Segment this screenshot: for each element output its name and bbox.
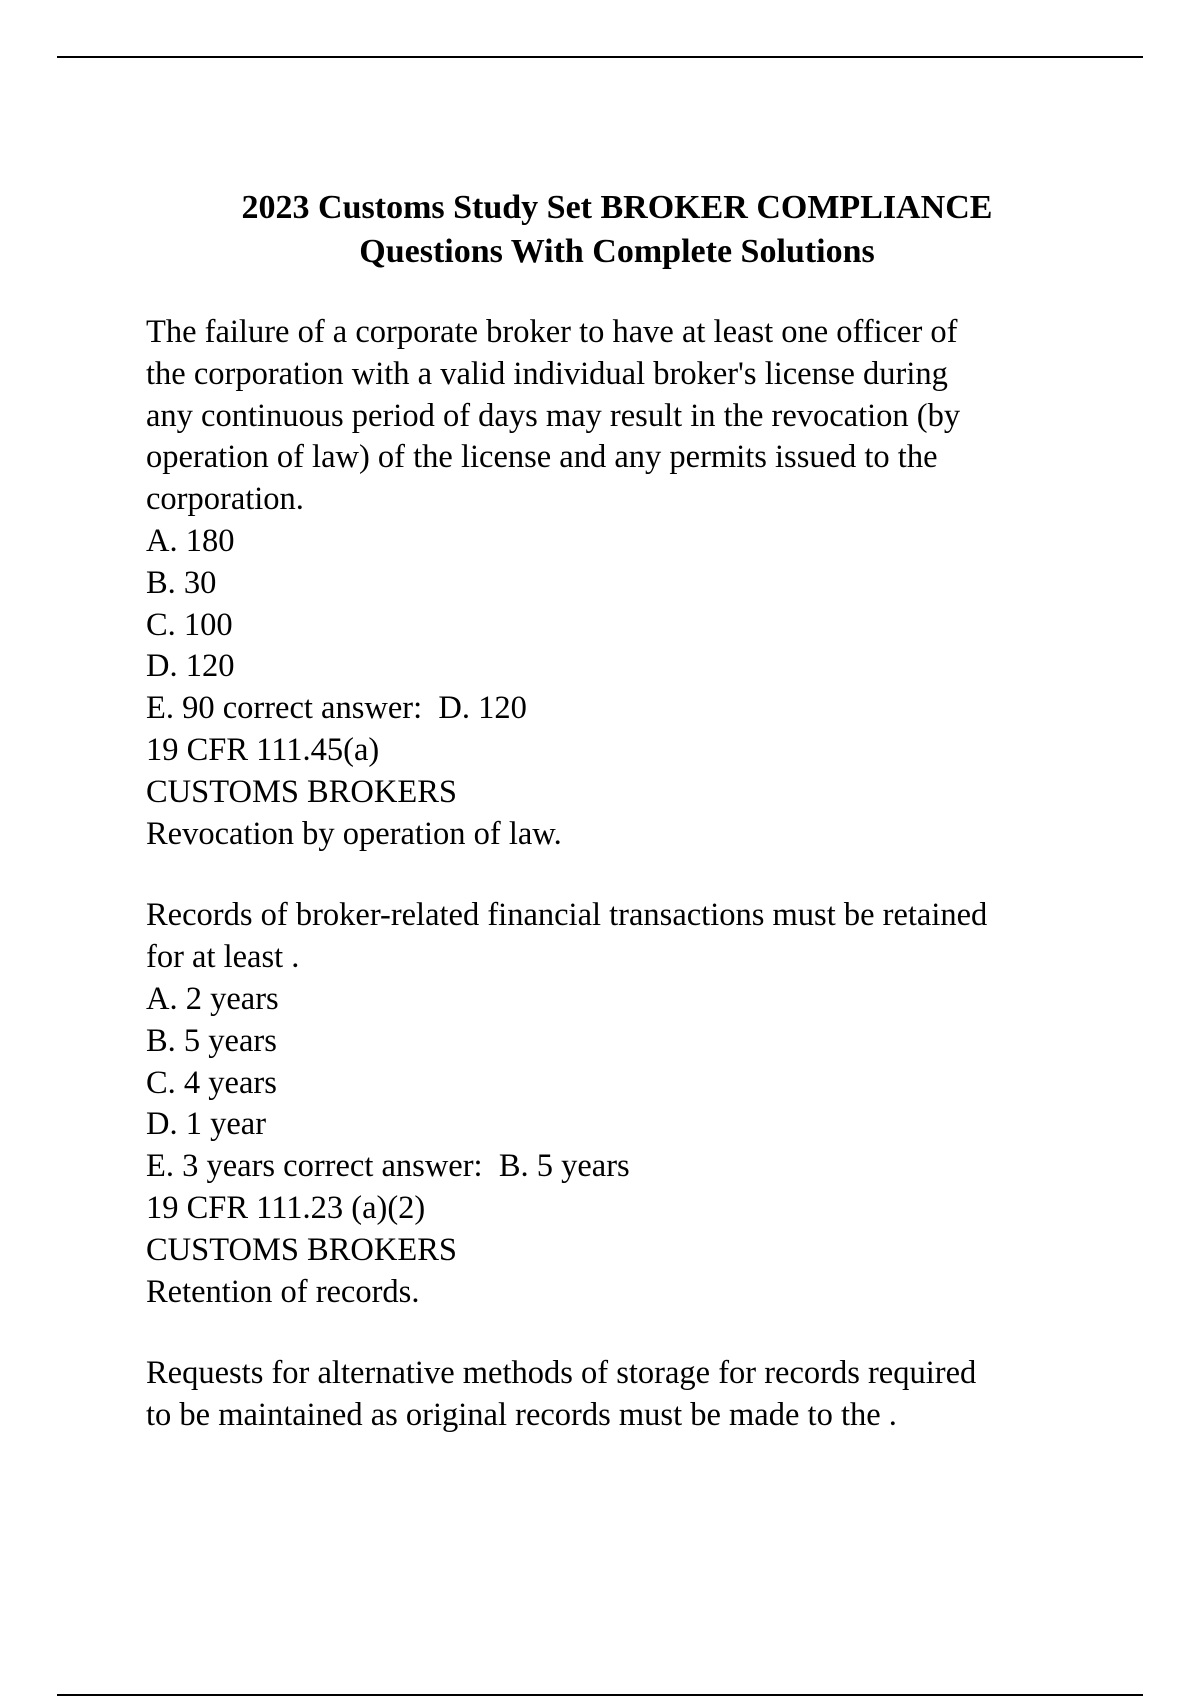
question-text-line: Records of broker-related financial transactions must be retained (146, 897, 988, 934)
question-1 (146, 312, 1156, 855)
question-text-line: for at least . (146, 939, 300, 976)
citation: 19 CFR 111.23 (a)(2) (146, 1189, 426, 1226)
document-body (146, 312, 1156, 1477)
question-3 (146, 1353, 1156, 1437)
answer-option: D. 1 year (146, 1106, 267, 1143)
question-text-line: Requests for alternative methods of storage for records required (146, 1355, 977, 1392)
answer-option: A. 180 (146, 522, 235, 559)
answer-option: C. 100 (146, 606, 233, 643)
question-text-line: any continuous period of days may result in the revocation (by (146, 397, 961, 434)
title-line-1: 2023 Customs Study Set BROKER COMPLIANCE (241, 189, 993, 226)
question-text-line: The failure of a corporate broker to have at least one officer of (146, 314, 958, 350)
top-rule (57, 56, 1143, 58)
bottom-rule (57, 1694, 1143, 1696)
question-text-line: the corporation with a valid individual broker's license during (146, 355, 948, 392)
answer-option: D. 120 (146, 648, 235, 685)
answer-option-with-correct-answer: E. 3 years correct answer: B. 5 years (146, 1148, 630, 1185)
section-heading: CUSTOMS BROKERS (146, 1231, 457, 1268)
section-heading: CUSTOMS BROKERS (146, 773, 457, 810)
question-2 (146, 895, 1156, 1313)
answer-option: B. 30 (146, 564, 217, 601)
citation: 19 CFR 111.45(a) (146, 731, 380, 768)
topic: Revocation by operation of law. (146, 815, 562, 852)
answer-option: C. 4 years (146, 1064, 277, 1101)
document-title (0, 186, 1200, 274)
question-text-line: operation of law) of the license and any permits issued to the (146, 439, 938, 476)
answer-option-with-correct-answer: E. 90 correct answer: D. 120 (146, 690, 527, 727)
title-line-2: Questions With Complete Solutions (359, 233, 875, 270)
question-text-line: to be maintained as original records must be made to the . (146, 1397, 897, 1434)
answer-option: A. 2 years (146, 980, 279, 1017)
topic: Retention of records. (146, 1273, 420, 1310)
question-text-line: corporation. (146, 481, 304, 518)
answer-option: B. 5 years (146, 1022, 277, 1059)
